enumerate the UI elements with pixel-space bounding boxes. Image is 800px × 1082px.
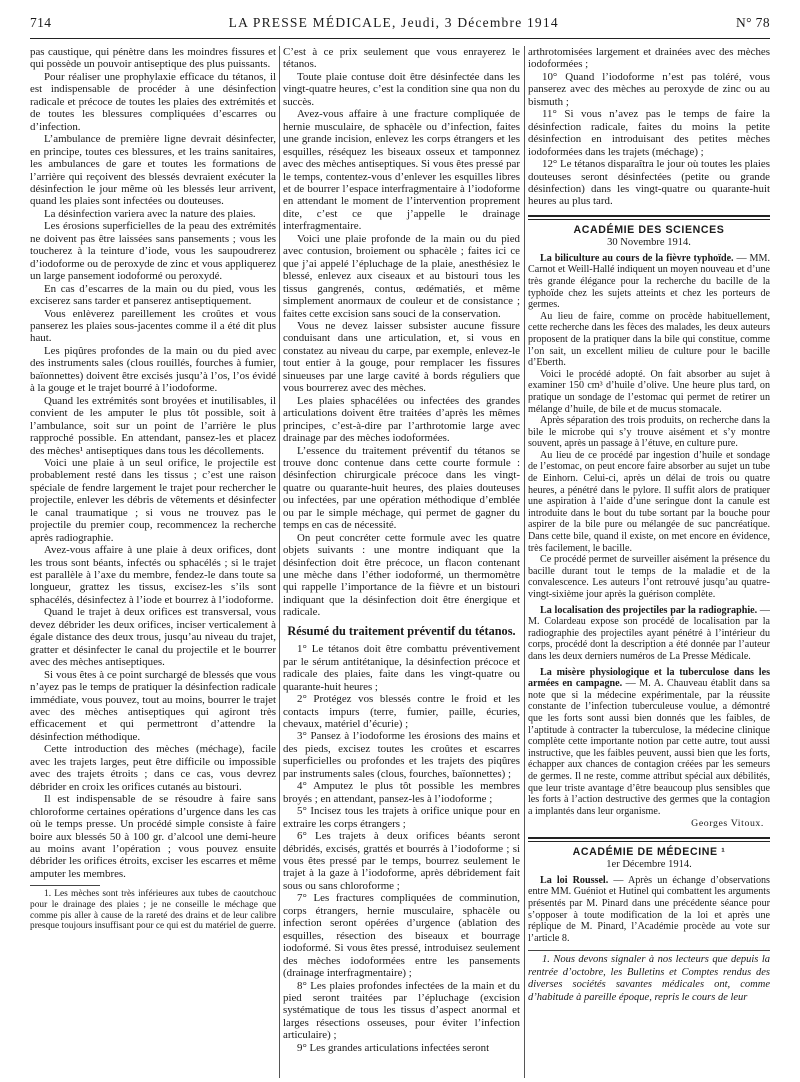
- list-item: arthrotomisées largement et drainées avec des mèches iodoformées ;: [528, 46, 770, 71]
- header-rule: [30, 38, 770, 39]
- paragraph: On peut concréter cette formule avec les quatre objets suivants : une montre indiquant que la désinfection doit être précoce, un flacon contenant une mèche dans l’éther iodoformé, un thermomètre qui rappelle l’importance de la fièvre et un bistouri indiquant que la désinfection doit être énergique et radicale.: [283, 531, 520, 619]
- paragraph: Les érosions superficielles de la peau des extrémités ne doivent pas être laissées sans pansements ; vous les toucherez à la teinture d’iode, vous les saupoudrerez d’iodoforme ou de peroxyde de zinc et vous appliquerez un large pansement iodoformé ou peroxydé.: [30, 220, 276, 283]
- paragraph: Après séparation des trois produits, on recherche dans la bile le microbe qui s’y trouve aisément et s’y montre souvent, après un passage à l’étuve, en culture pure.: [528, 415, 770, 450]
- list-item: 6° Les trajets à deux orifices béants seront débridés, excisés, grattés et bourrés à l’iodoforme ; si vous êtes pressé par le temps, bourrez seulement le trajet à la gaze à l’iodoforme, après débridement fait sous ou sans chloroforme ;: [283, 830, 520, 892]
- session-date: 1er Décembre 1914.: [606, 859, 692, 871]
- column-divider: [524, 46, 525, 1078]
- academy-medecine-title: ACADÉMIE DE MÉDECINE ¹: [572, 845, 726, 858]
- page-header: [30, 10, 770, 36]
- report-text: — Après un échange d’observations entre MM. Guéniot et Hutinel qui combattent les arguments présentés par M. Pinard dans une précédente séance pour s’opposer à toute modification de la loi et après une réplique de M. Pinard, l’Académie procède au vote sur l’article 8.: [528, 874, 770, 944]
- academy-sciences-title: ACADÉMIE DES SCIENCES: [573, 223, 725, 236]
- paragraph: Ce procédé permet de surveiller aisément la présence du bacille durant tout le temps de la maladie et de la convalescence. Les auteurs l’ont retrouvé jusqu’au quatre-vingt-sixième jour après la guérison complète.: [528, 554, 770, 601]
- footnote: 1. Les mèches sont très inférieures aux tubes de caoutchouc pour le drainage des plaies ; je ne conseille le méchage que comme pis aller à cause de la rareté des drains et de leur calibre presque toujours insuffisant pour ce qui est du matériel de guerre.: [30, 889, 276, 932]
- list-item: 5° Incisez tous les trajets à orifice unique pour en extraire les corps étrangers ;: [283, 805, 520, 830]
- column-left: [30, 46, 276, 1078]
- list-item: 8° Les plaies profondes infectées de la main et du pied seront traitées par l’épluchage (excision systématique de tous les tissus d’aspect anormal et larges résections osseuses, pour éviter l’infection articulaire) ;: [283, 979, 520, 1042]
- section-heading: Résumé du traitement préventif du tétanos.: [287, 623, 516, 638]
- column-divider: [279, 46, 280, 1078]
- list-item: 2° Protégez vos blessés contre le froid et les contacts impurs (terre, fumier, paille, écuries, chevaux, matériel d’écurie) ;: [283, 693, 520, 731]
- footnote-rule: [30, 885, 100, 886]
- report-text: — M. Colardeau expose son procédé de localisation par la radiographie des projectiles ayant pénétré à l’intérieur du corps, procédé dont la description a été donnée par l’auteur dans les deux derniers numéros de La Presse Médicale.: [528, 604, 770, 662]
- author-signature: Georges Vitoux.: [691, 818, 764, 830]
- footnote-rule: [528, 950, 770, 951]
- report-text: — M. A. Chauveau établit dans sa note que si la médecine expérimentale, par la réussite constante de l’infection tuberculeuse voulue, a démontré que les forts sont aussi bien donnés que les faibles, de l’aptitude à contracter la tuberculose, la médecine clinique complète cette importante notion par cette autre, tout aussi instructive, que les faibles peuvent, aussi bien que les forts, échapper aux chances de contagion créées par les semeurs de germes. Il ne reste, comme attribut spécial aux débilités, que leur triste avantage d’être beaucoup plus sensibles que les forts à l’action destructive des germes que la contagion a implantés dans leur organisme.: [528, 678, 770, 817]
- report-block: [528, 875, 770, 945]
- paragraph: Quand les extrémités sont broyées et inutilisables, il convient de les amputer le plus tôt possible, soit à l’ambulance, soit sur un point de l’arrière le plus rapproché possible. En attendant, pansez-les et placez des mèches¹ antiseptiques dans tous les décollements.: [30, 394, 276, 457]
- list-item: 1° Le tétanos doit être combattu préventivement par le sérum antitétanique, la désinfection précoce et radicale des plaies, faite dans les vingt-quatre ou quarante-huit heures ;: [283, 643, 520, 693]
- journal-title: LA PRESSE MÉDICALE, Jeudi, 3 Décembre 1914: [228, 15, 559, 30]
- section-rule: [528, 837, 770, 839]
- paragraph: Voici le procédé adopté. On fait absorber au sujet à examiner 150 cm³ d’huile d’olive. Une heure plus tard, on pratique un sondage de l’estomac qui permet de retirer un mélange d’huile, de bile et de mucus stomacale.: [528, 368, 770, 415]
- paragraph: La désinfection variera avec la nature des plaies.: [44, 207, 256, 220]
- paragraph: Les piqûres profondes de la main ou du pied avec des instruments sales (clous rouillés, fourches à fumier, baïonnettes) doivent être excisés jusqu’à l’os, l’os évidé à la gouge et le trajet bourré à l’iodoforme.: [30, 344, 276, 395]
- page-number: 714: [30, 15, 52, 30]
- paragraph: Les plaies sphacélées ou infectées des grandes articulations doivent être traitées d’après les mêmes principes, c’est-à-dire par l’arthrotomie large avec drainage par des mèches iodoformées.: [283, 394, 520, 445]
- paragraph: Avez-vous affaire à une plaie à deux orifices, dont les trous sont béants, infectés ou sphacélés ; si le trajet est parallèle à l’axe du membre, fendez-le dans toute sa longueur, grattez les tissus, excisez-les s’ils sont sphacélés, désinfectez à l’iode et bourrez à l’iodoforme.: [30, 544, 276, 606]
- paragraph: Au lieu de ce procédé par ingestion d’huile et sondage de l’estomac, on peut encore faire absorber au sujet un tube de Einhorn. Celui-ci, après un délai de trois ou quatre heures, a pénétré dans le pylore. Il suffit alors de pratiquer une aspiration à l’aide d’une seringue dont la canule est introduite dans le bout du tube sortant par la bouche pour aspirer de la bile pure ou mélangée de suc pancréatique. Dans cette bile, quand il existe, on met encore en évidence, très facilement, le bacille.: [528, 449, 770, 554]
- paragraph: C’est à ce prix seulement que vous enrayerez le tétanos.: [283, 46, 520, 71]
- paragraph: Au lieu de faire, comme on procède habituellement, cette recherche dans les fèces des malades, les deux auteurs proposent de la pratiquer dans la bile qui constitue, comme l’on sait, un excellent milieu de culture pour le bacille d’Eberth.: [528, 310, 770, 369]
- report-text: — MM. Carnot et Weill-Hallé indiquent un moyen nouveau et d’une très grande élégance pour la recherche du bacille de la typhoïde chez les sujets atteints et chez les porteurs de germes.: [528, 252, 770, 311]
- list-item: 4° Amputez le plus tôt possible les membres broyés ; en attendant, pansez-les à l’iodoforme ;: [283, 780, 520, 805]
- list-item: 3° Pansez à l’iodoforme les érosions des mains et des pieds, excisez toutes les croûtes et escarres superficielles ou profondes et les trajets des piqûres par instruments sales (clous, fourches, baïonnettes) ;: [283, 730, 520, 780]
- paragraph: L’essence du traitement préventif du tétanos se trouve donc contenue dans cette courte formule : désinfection chirurgicale précoce dans les vingt-quatre ou quarante-huit heures, des plaies douteuses ou infectées, par une opération méthodique d’emblée ou par le simple méchage, qui permet de gagner du temps en cas de nécessité.: [283, 444, 520, 532]
- paragraph: Pour réaliser une prophylaxie efficace du tétanos, il est indispensable de procéder à une désinfection radicale et précoce de toutes les plaies des extrémités et de toutes les blessures compliquées d’escarres ou d’infection.: [30, 70, 276, 133]
- report-title: La localisation des projectiles par la radiographie.: [540, 604, 758, 616]
- paragraph: Toute plaie contuse doit être désinfectée dans les vingt-quatre heures, c’est la condition sine qua non du succès.: [283, 70, 520, 108]
- section-rule: [528, 841, 770, 842]
- paragraph: Voici une plaie profonde de la main ou du pied avec contusion, broiement ou sphacèle ; faites ici ce que j’ai appelé l’épluchage de la plaie, anesthésiez le blessé, enlevez aux ciseaux et au bistouri tous les tissus gangrenés, contus, œdématiés, et même simplement anormaux de couleur et de consistance ; faites cette excision sans souci de la conservation.: [283, 232, 520, 320]
- report-block: [528, 253, 770, 830]
- paragraph: Vous ne devez laisser subsister aucune fissure conduisant dans une articulation, et, si vous en constatez au niveau du carpe, par exemple, enlevez-le tout entier à la gouge, pour remplacer les fissures sinueuses par une large cavité à bords réguliers que vous bourrerez avec des mèches.: [283, 319, 520, 395]
- footnote: 1. Nous devons signaler à nos lecteurs que depuis la rentrée d’octobre, les Bulletins et Comptes rendus des diverses sociétés savantes médicales ont, comme d’habitude à pareille époque, repris le cours de leur: [528, 954, 770, 1003]
- paragraph: L’ambulance de première ligne devrait désinfecter, en principe, toutes ces blessures, et les trains sanitaires, les ambulances de gare et toutes les formations de l’arrière qui reçoivent des blessés devraient exécuter la désinfection le jour même où les blessés leur arrivent, quand les plaies sont infectées ou douteuses.: [30, 133, 276, 208]
- paragraph: pas caustique, qui pénètre dans les moindres fissures et qui possède un pouvoir antiseptique des plus puissants.: [30, 46, 276, 71]
- issue-number: N° 78: [735, 15, 770, 30]
- list-item: 10° Quand l’iodoforme n’est pas toléré, vous panserez avec des mèches au peroxyde de zinc ou au bismuth ;: [528, 70, 770, 108]
- report-title: La biliculture au cours de la fièvre typhoïde.: [540, 252, 734, 264]
- column-right: [528, 46, 770, 1078]
- paragraph: En cas d’escarres de la main ou du pied, vous les exciserez sans tarder et panserez antiseptiquement.: [30, 282, 276, 308]
- list-item: 7° Les fractures compliquées de comminution, corps étrangers, hernie musculaire, sphacèle ou infection seront opérées d’urgence (ablation des esquilles, résection des biseaux et bourrage iodoformé. Si vous êtes pressé, introduisez seulement des mèches iodoformées entre les pansements (drainage interfragmentaire) ;: [283, 892, 520, 980]
- paragraph: Quand le trajet à deux orifices est transversal, vous devez débrider les deux orifices, inciser verticalement à égale distance des deux trous, jusqu’au niveau du trajet, gratter et désinfecter le canal du projectile et le bourrer avec des mèches antiseptiques.: [30, 606, 276, 669]
- session-date: 30 Novembre 1914.: [607, 237, 691, 249]
- paragraph: Il est indispensable de se résoudre à faire sans chloroforme certaines opérations d’urgence dans les cas où le temps presse. Un procédé simple consiste à faire boire aux blessés 50 à 100 gr. d’alcool une demi-heure au moins avant l’opération ; vous pouvez ensuite débrider les orifices étroits, exciser les escarres et même amputer les membres.: [30, 793, 276, 880]
- paragraph: Cette introduction des mèches (méchage), facile avec les trajets larges, peut être difficile ou impossible avec des trajets étroits ; dans ce cas, vous devrez débrider en croix les orifices cutanés au bistouri.: [30, 743, 276, 793]
- column-middle: [283, 46, 520, 1078]
- paragraph: Si vous êtes à ce point surchargé de blessés que vous n’ayez pas le temps de pratiquer la désinfection radicale immédiate, vous pouvez, tout au moins, bourrer le trajet avec des mèches antiseptiques qui agiront très efficacement et qui permettront d’attendre la désinfection méthodique.: [30, 668, 276, 743]
- paragraph: Vous enlèverez pareillement les croûtes et vous panserez les plaies sous-jacentes comme il a été dit plus haut.: [30, 307, 276, 345]
- paragraph: Avez-vous affaire à une fracture compliquée de hernie musculaire, de sphacèle ou d’infection, faites une grande incision, enlevez les corps étrangers et les esquilles, réséquez les biseaux osseux et tamponnez avec des mèches antiseptiques. Si vous êtes pressé par le temps, contentez-vous d’enlever les esquilles libres et de bourrer l’espace interfragmentaire à l’iodoforme en attendant le moment de l’intervention proprement dite, c’est ce que j’appelle le drainage interfragmentaire.: [283, 108, 520, 233]
- report-title: La loi Roussel.: [540, 874, 609, 886]
- report-title: La misère physiologique et la tuberculose dans les armées en campagne.: [528, 666, 770, 690]
- section-rule: [528, 219, 770, 220]
- section-rule: [528, 215, 770, 217]
- list-item: 11° Si vous n’avez pas le temps de faire la désinfection radicale, faites du moins la petite désinfection en introduisant des petites mèches iodoformées dans les trajets (méchage) ;: [528, 108, 770, 158]
- list-item: 9° Les grandes articulations infectées seront: [297, 1041, 490, 1054]
- paragraph: Voici une plaie à un seul orifice, le projectile est probablement resté dans les tissus ; c’est une raison spéciale de fendre largement le trajet pour rechercher le projectile, enlever les débris de vêtements et désinfecter le canal traumatique ; si vous ne trouvez pas le projectile du premier coup, recommencez la recherche après radiographie.: [30, 456, 276, 544]
- list-item: 12° Le tétanos disparaîtra le jour où toutes les plaies douteuses seront désinfectées (petite ou grande désinfection) dans les vingt-quatre ou quarante-huit heures au plus tard.: [528, 158, 770, 208]
